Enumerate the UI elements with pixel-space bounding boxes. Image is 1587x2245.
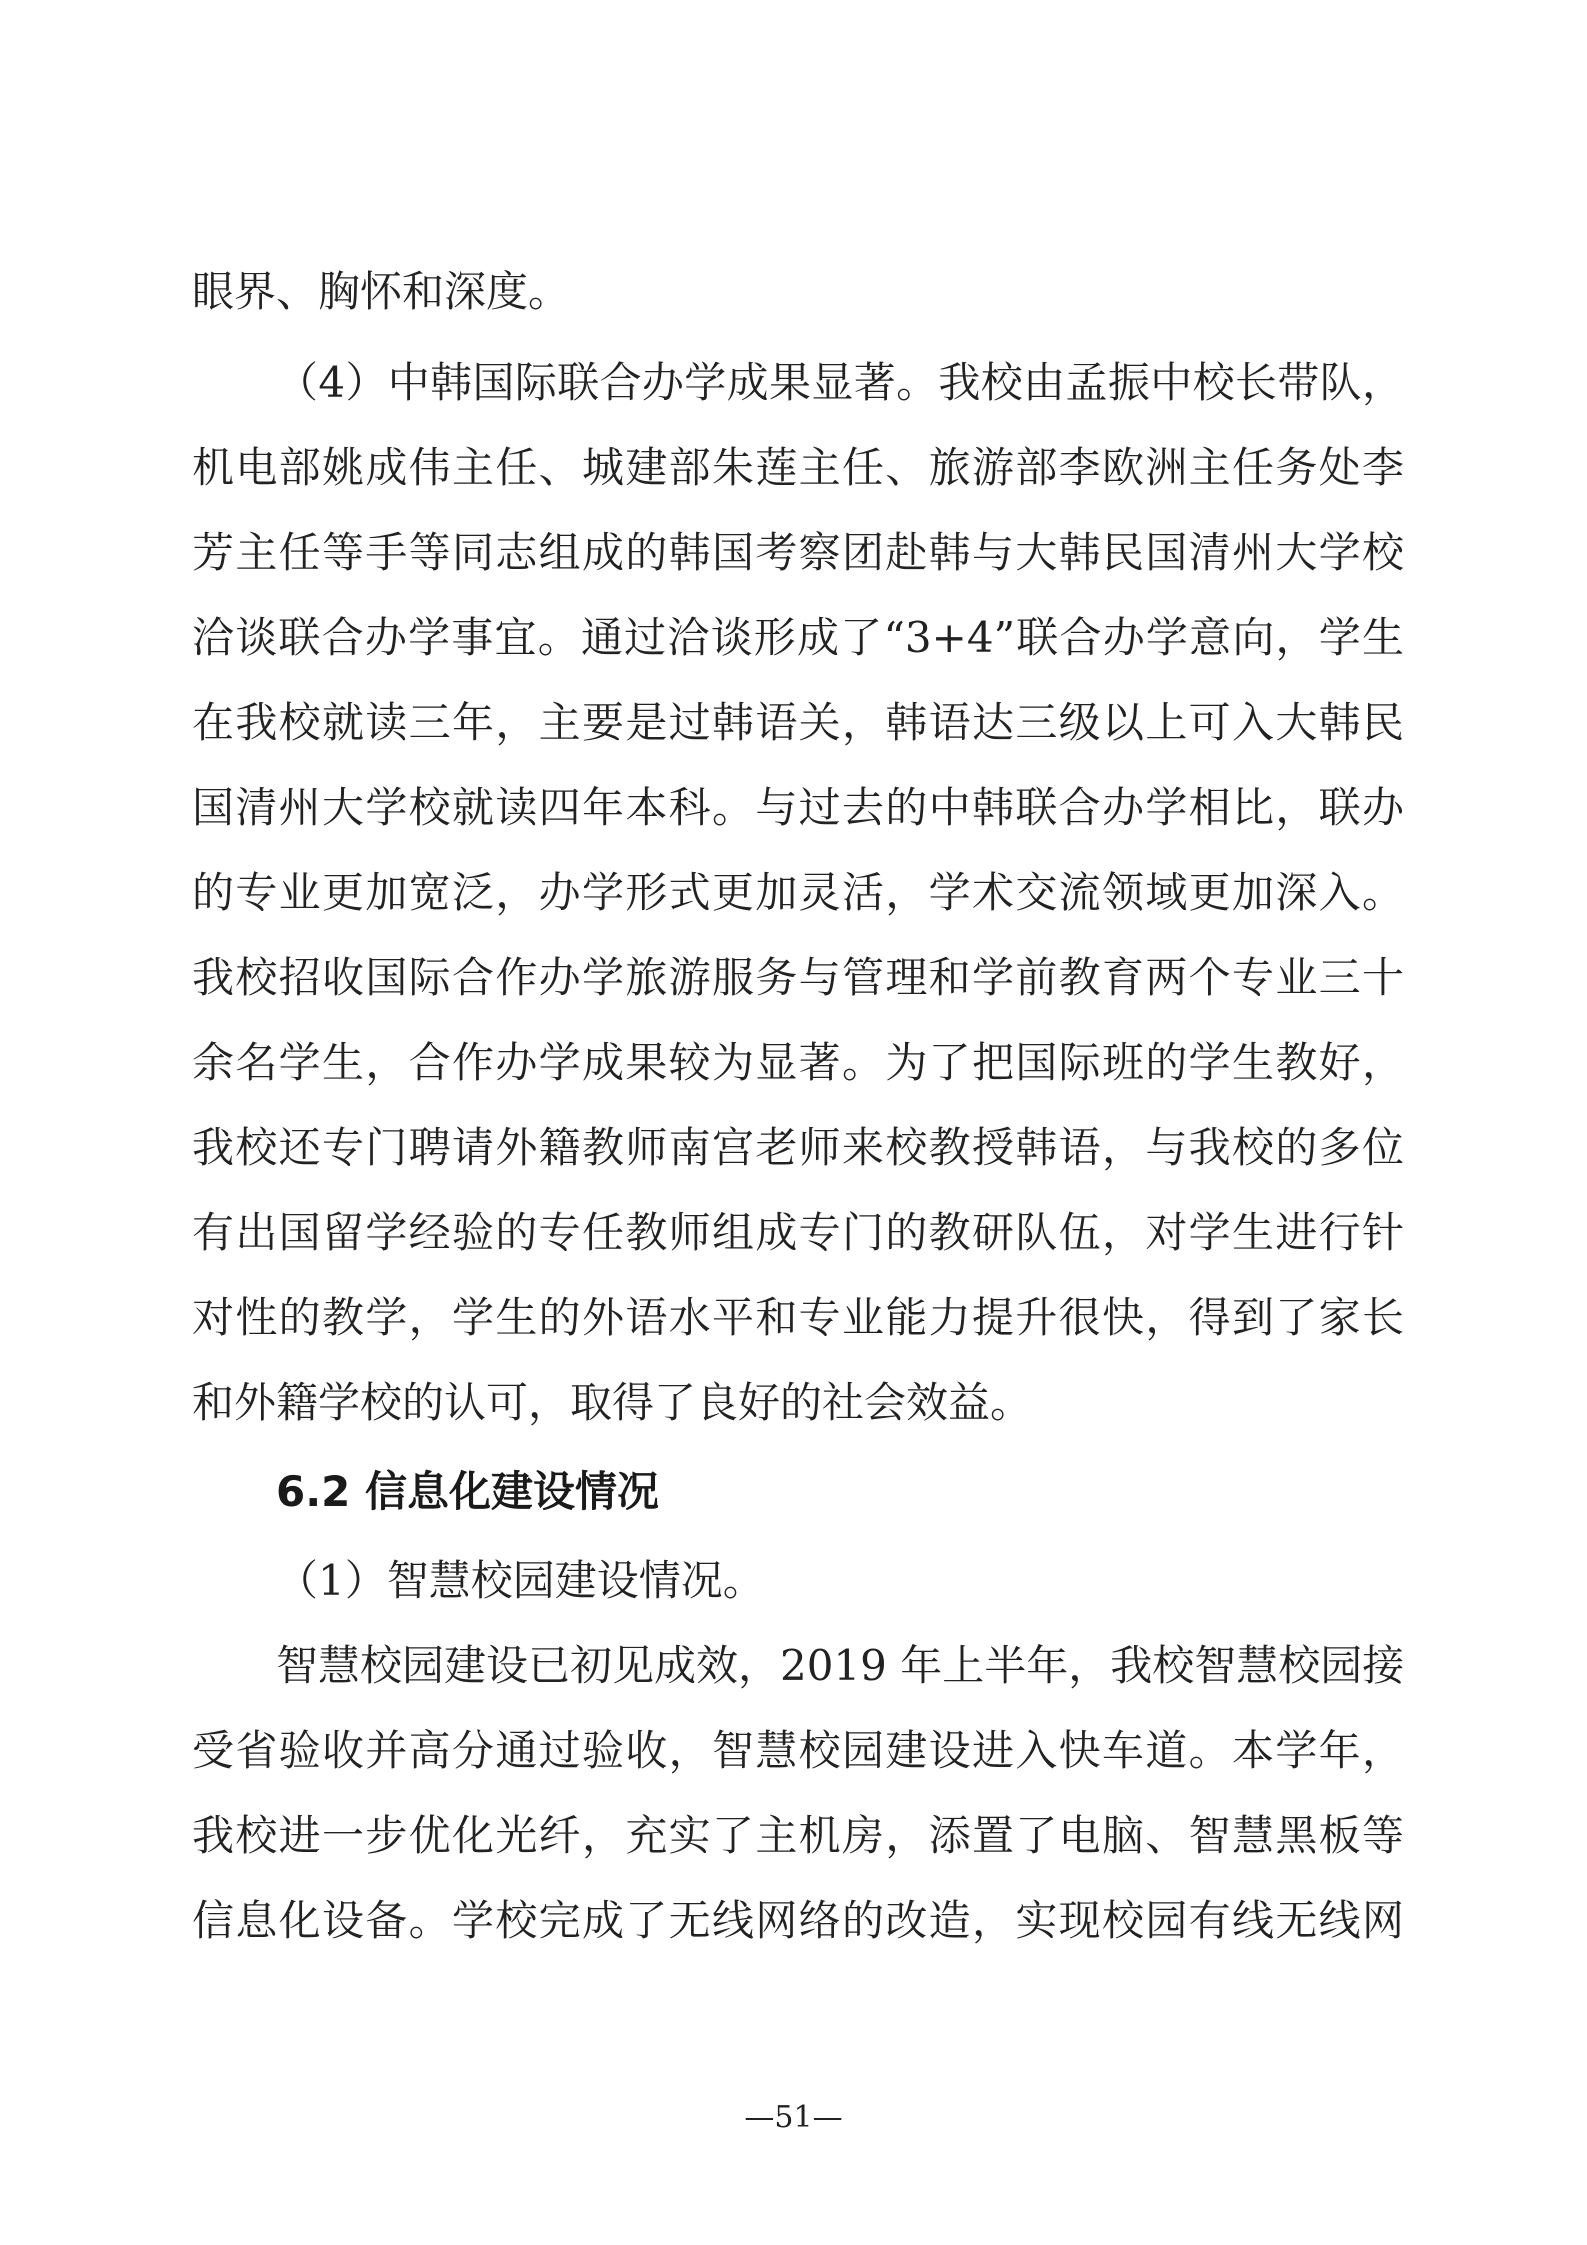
paragraph-line: 受省验收并高分通过验收，智慧校园建设进入快车道。本学年， (192, 1726, 1404, 1775)
paragraph-line: 信息化设备。学校完成了无线网络的改造，实现校园有线无线网 (192, 1896, 1404, 1945)
paragraph-line: 我校招收国际合作办学旅游服务与管理和学前教育两个专业三十 (192, 953, 1404, 1002)
paragraph-line: 我校还专门聘请外籍教师南宫老师来校教授韩语，与我校的多位 (192, 1123, 1404, 1172)
paragraph-line: 余名学生，合作办学成果较为显著。为了把国际班的学生教好， (192, 1038, 1404, 1087)
paragraph-line: 机电部姚成伟主任、城建部朱莲主任、旅游部李欧洲主任务处李 (192, 443, 1404, 492)
paragraph-line: 眼界、胸怀和深度。 (192, 267, 571, 316)
paragraph-line: 智慧校园建设已初见成效，2019 年上半年，我校智慧校园接 (276, 1641, 1405, 1690)
paragraph-line: 在我校就读三年，主要是过韩语关，韩语达三级以上可入大韩民 (192, 698, 1404, 747)
paragraph-line: 洽谈联合办学事宜。通过洽谈形成了“3+4”联合办学意向，学生 (192, 613, 1404, 662)
paragraph-line: 国清州大学校就读四年本科。与过去的中韩联合办学相比，联办 (192, 783, 1404, 832)
paragraph-line: 对性的教学，学生的外语水平和专业能力提升很快，得到了家长 (192, 1293, 1404, 1342)
paragraph-line: 的专业更加宽泛，办学形式更加灵活，学术交流领域更加深入。 (192, 868, 1404, 917)
paragraph-line: （4）中韩国际联合办学成果显著。我校由孟振中校长带队， (276, 358, 1404, 407)
page-number: —51— (744, 2100, 843, 2135)
paragraph-line: 有出国留学经验的专任教师组成专门的教研队伍，对学生进行针 (192, 1208, 1404, 1257)
paragraph-line: 和外籍学校的认可，取得了良好的社会效益。 (192, 1378, 1033, 1427)
paragraph-line: 芳主任等手等同志组成的韩国考察团赴韩与大韩民国清州大学校 (192, 528, 1404, 577)
section-heading: 6.2 信息化建设情况 (276, 1467, 660, 1516)
paragraph-line: 我校进一步优化光纤，充实了主机房，添置了电脑、智慧黑板等 (192, 1811, 1404, 1860)
paragraph-line: （1）智慧校园建设情况。 (276, 1556, 765, 1605)
